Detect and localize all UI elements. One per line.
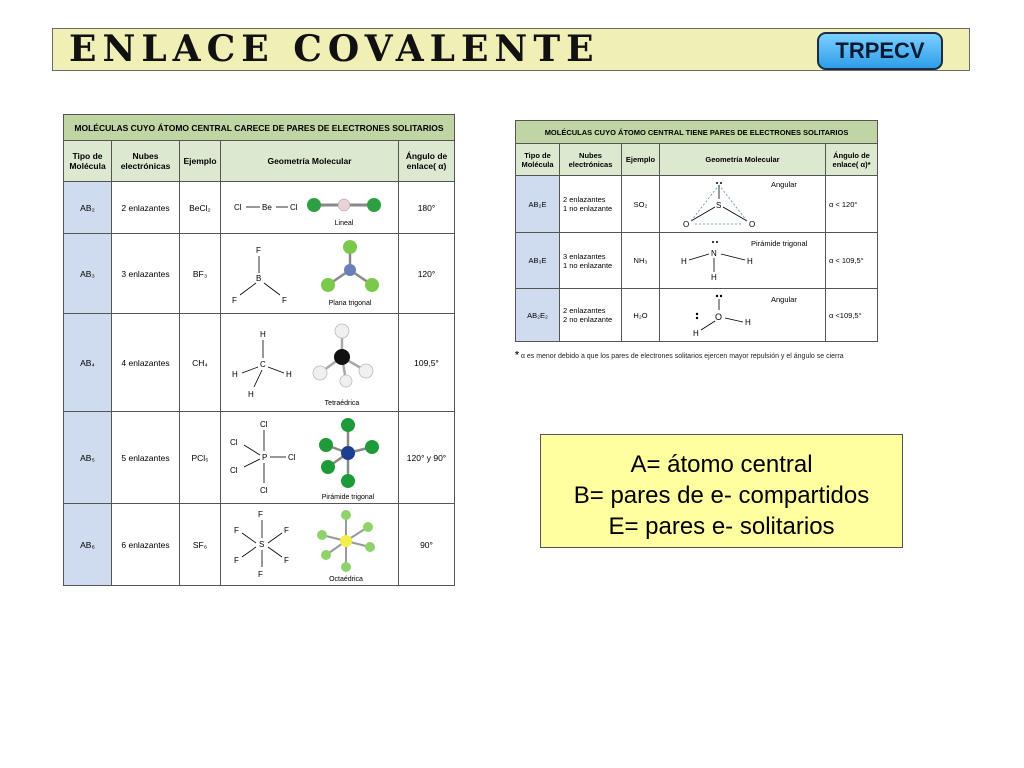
example: BF₃ — [180, 234, 221, 314]
formula-atom: S — [258, 539, 264, 549]
geometry-label: Pirámide trigonal — [321, 493, 374, 501]
formula-atom: H — [744, 318, 751, 327]
formula-atom: Cl — [289, 202, 298, 212]
table-with-lone-pairs — [515, 120, 878, 342]
formula-atom: C — [259, 359, 266, 369]
legend-line-e: E= pares e- solitarios — [608, 513, 835, 540]
bond-angle: 120° y 90° — [399, 412, 455, 504]
nonbonding-count: 1 no enlazante — [563, 260, 613, 270]
formula-atom: F — [283, 525, 289, 535]
geometry-label: Plana trigonal — [328, 299, 371, 307]
table2-header: MOLÉCULAS CUYO ÁTOMO CENTRAL TIENE PARES DE ELECTRONES SOLITARIOS — [516, 121, 878, 144]
table-row — [64, 412, 455, 504]
electron-clouds: 3 enlazantes — [112, 234, 180, 314]
formula-atom: O — [682, 220, 689, 229]
geometry-label: Pirámide trigonal — [750, 238, 807, 248]
nonbonding-count: 1 no enlazante — [563, 204, 613, 213]
linear-molecule-diagram — [222, 183, 398, 233]
molecule-type: AB₂E₂ — [516, 289, 560, 342]
formula-atom: O — [748, 220, 755, 229]
so2-angular-diagram — [661, 177, 825, 231]
page-title: ENLACE COVALENTE — [69, 28, 600, 70]
formula-atom: F — [257, 509, 263, 519]
electron-clouds — [560, 233, 622, 289]
example: SF₆ — [180, 504, 221, 586]
bond-angle: 109,5° — [399, 314, 455, 412]
geometry-label: Tetraédrica — [324, 399, 359, 407]
col-clouds: Nubes electrónicas — [112, 141, 180, 182]
footnote-text: α es menor debido a que los pares de electrones solitarios ejercen mayor repulsión y el ángulo se cierra — [520, 353, 844, 360]
table-row — [64, 182, 455, 234]
legend-line-b: B= pares de e- compartidos — [573, 482, 870, 509]
formula-atom: F — [281, 295, 287, 305]
formula-atom: S — [715, 201, 721, 210]
electron-clouds — [560, 289, 622, 342]
formula-atom: F — [233, 555, 239, 565]
formula-atom: F — [233, 525, 239, 535]
formula-atom: F — [255, 245, 261, 255]
nonbonding-count: 2 no enlazante — [563, 315, 613, 324]
col-example: Ejemplo — [180, 141, 221, 182]
geometry-cell — [221, 182, 399, 234]
formula-atom: H — [247, 389, 254, 399]
bonding-count: 3 enlazantes — [563, 251, 606, 261]
bonding-count: 2 enlazantes — [563, 306, 606, 315]
formula-atom: Cl — [259, 485, 268, 495]
legend-box — [540, 434, 903, 548]
table1-header: MOLÉCULAS CUYO ÁTOMO CENTRAL CARECE DE PARES DE ELECTRONES SOLITARIOS — [64, 115, 455, 141]
geometry-cell — [221, 234, 399, 314]
bond-angle: 90° — [399, 504, 455, 586]
table2-footnote — [515, 350, 844, 361]
table-row — [64, 314, 455, 412]
geometry-cell — [660, 233, 826, 289]
molecule-type: AB₄ — [64, 314, 112, 412]
formula-atom: F — [231, 295, 237, 305]
col-type: Tipo de Molécula — [64, 141, 112, 182]
bond-angle: α < 120° — [826, 176, 878, 233]
formula-atom: Cl — [287, 452, 296, 462]
example: H₂O — [622, 289, 660, 342]
trigonal-planar-diagram — [222, 235, 398, 313]
molecule-type: AB₆ — [64, 504, 112, 586]
formula-atom: N — [710, 248, 717, 258]
col-geometry: Geometría Molecular — [221, 141, 399, 182]
bond-angle: α < 109,5° — [826, 233, 878, 289]
trigonal-bipyramid-diagram — [222, 413, 398, 503]
formula-atom: H — [746, 256, 753, 266]
formula-atom: Cl — [259, 419, 268, 429]
molecule-type: AB₅ — [64, 412, 112, 504]
example: CH₄ — [180, 314, 221, 412]
geometry-label: Octaédrica — [328, 575, 363, 583]
formula-atom: P — [261, 452, 267, 462]
geometry-label: Angular — [770, 180, 797, 189]
geometry-cell — [660, 289, 826, 342]
table-row — [64, 234, 455, 314]
molecule-type: AB₂ — [64, 182, 112, 234]
electron-clouds: 5 enlazantes — [112, 412, 180, 504]
nh3-pyramidal-diagram — [661, 234, 825, 288]
table-no-lone-pairs — [63, 114, 455, 586]
formula-atom: H — [680, 256, 687, 266]
bond-angle: 120° — [399, 234, 455, 314]
formula-atom: F — [257, 569, 263, 579]
col-angle: Ángulo de enlace( α) — [399, 141, 455, 182]
tetrahedral-diagram — [222, 315, 398, 411]
table-row — [516, 233, 878, 289]
formula-atom: O — [714, 312, 722, 322]
table-row — [516, 176, 878, 233]
col-clouds: Nubes electrónicas — [560, 144, 622, 176]
electron-clouds: 4 enlazantes — [112, 314, 180, 412]
table-row — [64, 504, 455, 586]
formula-atom: F — [283, 555, 289, 565]
formula-atom: H — [710, 272, 717, 282]
formula-atom: H — [692, 329, 699, 338]
electron-clouds: 2 enlazantes — [112, 182, 180, 234]
h2o-angular-diagram — [661, 290, 825, 340]
formula-atom: H — [285, 369, 292, 379]
geometry-label: Lineal — [334, 219, 353, 227]
example: BeCl₂ — [180, 182, 221, 234]
geometry-label: Angular — [770, 295, 797, 304]
col-example: Ejemplo — [622, 144, 660, 176]
example: PCl₅ — [180, 412, 221, 504]
example: NH₃ — [622, 233, 660, 289]
geometry-cell — [660, 176, 826, 233]
geometry-cell — [221, 412, 399, 504]
formula-atom: B — [255, 273, 261, 283]
col-type: Tipo de Molécula — [516, 144, 560, 176]
electron-clouds — [560, 176, 622, 233]
molecule-type: AB₃ — [64, 234, 112, 314]
bonding-count: 2 enlazantes — [563, 195, 606, 204]
example: SO₂ — [622, 176, 660, 233]
col-geometry: Geometría Molecular — [660, 144, 826, 176]
molecule-type: AB₂E — [516, 176, 560, 233]
bond-angle: α <109,5° — [826, 289, 878, 342]
trpecv-badge[interactable]: TRPECV — [817, 32, 943, 70]
formula-atom: H — [259, 329, 266, 339]
formula-atom: Cl — [229, 437, 238, 447]
octahedral-diagram — [222, 505, 398, 585]
bond-angle: 180° — [399, 182, 455, 234]
formula-atom: H — [231, 369, 238, 379]
table-row — [516, 289, 878, 342]
formula-atom: Cl — [233, 202, 242, 212]
molecule-type: AB₃E — [516, 233, 560, 289]
geometry-cell — [221, 314, 399, 412]
legend-line-a: A= átomo central — [630, 451, 813, 478]
formula-atom: Cl — [229, 465, 238, 475]
col-angle: Ángulo de enlace( α)* — [826, 144, 878, 176]
geometry-cell — [221, 504, 399, 586]
electron-clouds: 6 enlazantes — [112, 504, 180, 586]
footnote-mark: * — [515, 350, 519, 361]
title-bar — [52, 28, 970, 71]
formula-atom: Be — [261, 202, 272, 212]
